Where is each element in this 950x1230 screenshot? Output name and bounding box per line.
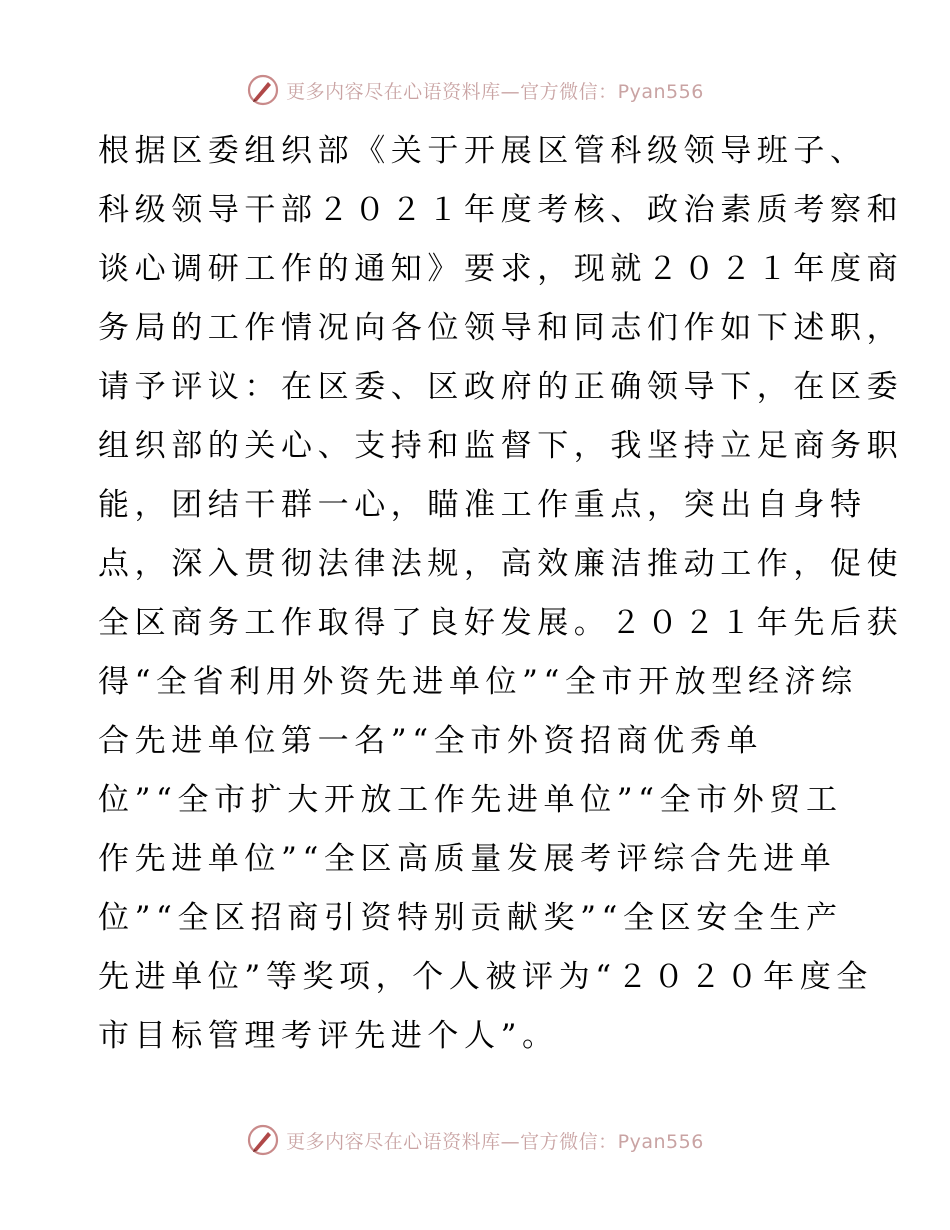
watermark-text: 更多内容尽在心语资料库—官方微信：Pyan556 [286,1130,704,1153]
body-line: 科级领导干部２０２１年度考核、政治素质考察和 [98,192,904,228]
watermark-text: 更多内容尽在心语资料库—官方微信：Pyan556 [286,80,704,103]
body-line: 先进单位”等奖项，个人被评为“２０２０年度全 [98,959,873,995]
body-line: 位”“全市扩大开放工作先进单位”“全市外贸工 [98,782,843,818]
watermark-banner-bottom [0,1120,950,1160]
body-line: 全区商务工作取得了良好发展。２０２１年先后获 [98,605,904,641]
body-line: 组织部的关心、支持和监督下，我坚持立足商务职 [98,428,904,464]
body-line: 合先进单位第一名”“全市外资招商优秀单 [98,723,764,759]
pen-circle-logo-icon [246,73,280,107]
body-line: 谈心调研工作的通知》要求，现就２０２１年度商 [98,251,904,287]
pen-circle-logo-icon [246,1123,280,1157]
body-line: 作先进单位”“全区高质量发展考评综合先进单 [98,841,837,877]
body-line: 务局的工作情况向各位领导和同志们作如下述职， [98,310,904,346]
body-line: 请予评议：在区委、区政府的正确领导下，在区委 [98,369,904,405]
body-line: 能，团结干群一心，瞄准工作重点，突出自身特 [98,487,867,523]
body-line: 点，深入贯彻法律法规，高效廉洁推动工作，促使 [98,546,904,582]
body-line: 市目标管理考评先进个人”。 [98,1018,559,1054]
document-body [98,122,904,1066]
watermark-banner-top [0,70,950,110]
body-line: 位”“全区招商引资特别贡献奖”“全区安全生产 [98,900,843,936]
body-line: 得“全省利用外资先进单位”“全市开放型经济综 [98,664,858,700]
body-line: 根据区委组织部《关于开展区管科级领导班子、 [98,133,867,169]
